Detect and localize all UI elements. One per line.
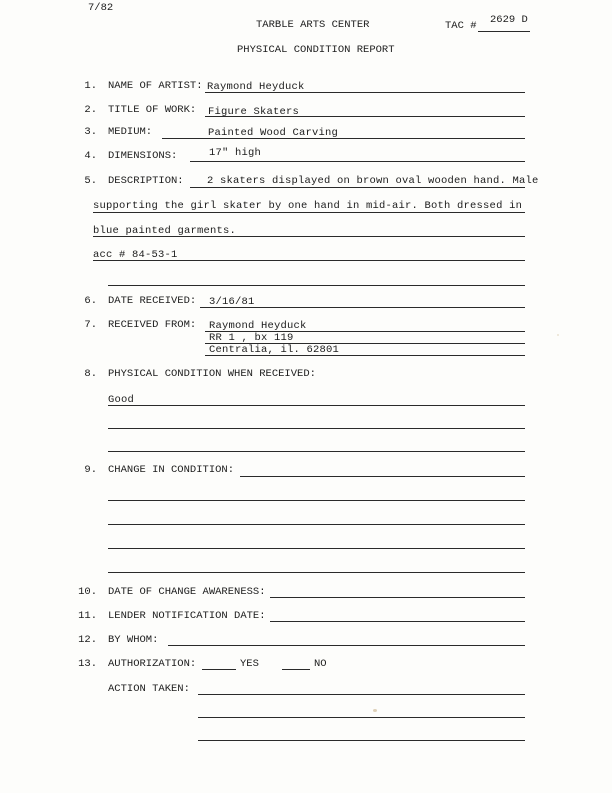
change-condition-label: CHANGE IN CONDITION:	[108, 464, 235, 476]
title-underline	[205, 116, 525, 117]
description-line-1[interactable]: 2 skaters displayed on brown oval wooden hand. Male	[207, 175, 539, 187]
field-number: 3.	[84, 126, 97, 138]
received-from-line-1[interactable]: Raymond Heyduck	[209, 320, 307, 332]
field-number: 10.	[78, 586, 97, 598]
action-underline-2[interactable]	[198, 717, 525, 718]
description-underline-5	[108, 285, 525, 286]
field-number: 11.	[78, 610, 97, 622]
condition-underline-2	[108, 428, 525, 429]
action-taken-label: ACTION TAKEN:	[108, 683, 190, 695]
yes-blank[interactable]	[202, 669, 236, 670]
artist-underline	[205, 92, 525, 93]
date-change-label: DATE OF CHANGE AWARENESS:	[108, 586, 266, 598]
report-title: PHYSICAL CONDITION REPORT	[237, 44, 395, 56]
artist-label: NAME OF ARTIST:	[108, 80, 203, 92]
action-underline-1[interactable]	[198, 694, 525, 695]
received-from-line-2[interactable]: RR 1 , bx 119	[209, 332, 294, 344]
description-underline-1	[190, 187, 525, 188]
dimensions-label: DIMENSIONS:	[108, 150, 178, 162]
condition-received-label: PHYSICAL CONDITION WHEN RECEIVED:	[108, 368, 316, 380]
field-number: 5.	[84, 175, 97, 187]
field-number: 8.	[84, 368, 97, 380]
change-underline-1	[240, 476, 525, 477]
description-label: DESCRIPTION:	[108, 175, 184, 187]
field-number: 6.	[84, 295, 97, 307]
date-received-label: DATE RECEIVED:	[108, 295, 197, 307]
paper-smudge	[373, 709, 377, 712]
no-blank[interactable]	[282, 669, 310, 670]
condition-underline-3	[108, 451, 525, 452]
authorization-label: AUTHORIZATION:	[108, 658, 197, 670]
artist-value[interactable]: Raymond Heyduck	[207, 81, 305, 93]
medium-value[interactable]: Painted Wood Carving	[208, 127, 339, 139]
field-number: 13.	[78, 658, 97, 670]
field-number: 9.	[84, 464, 97, 476]
no-option: NO	[314, 658, 327, 670]
title-value[interactable]: Figure Skaters	[208, 106, 300, 118]
change-underline-5	[108, 572, 525, 573]
change-underline-4	[108, 548, 525, 549]
field-number: 12.	[78, 634, 97, 646]
received-from-line-3[interactable]: Centralia, il. 62801	[209, 344, 340, 356]
accession-number[interactable]: acc # 84-53-1	[93, 249, 178, 261]
change-underline-2	[108, 500, 525, 501]
org-name: TARBLE ARTS CENTER	[256, 19, 370, 31]
tac-label: TAC #	[445, 20, 477, 32]
date-note: 7/82	[88, 2, 114, 14]
paper-speck	[557, 334, 559, 336]
date-change-underline[interactable]	[270, 597, 525, 598]
change-underline-3	[108, 524, 525, 525]
yes-option: YES	[240, 658, 259, 670]
date-received-value[interactable]: 3/16/81	[209, 296, 255, 308]
field-number: 1.	[84, 80, 97, 92]
field-number: 4.	[84, 150, 97, 162]
dimensions-value[interactable]: 17" high	[209, 147, 262, 159]
medium-label: MEDIUM:	[108, 126, 153, 138]
field-number: 7.	[84, 319, 97, 331]
dimensions-underline	[190, 161, 525, 162]
tac-number[interactable]: 2629 D	[490, 14, 528, 26]
by-whom-label: BY WHOM:	[108, 634, 159, 646]
description-line-2[interactable]: supporting the girl skater by one hand in mid-air. Both dressed in	[93, 200, 523, 212]
lender-notification-underline[interactable]	[270, 621, 525, 622]
lender-notification-label: LENDER NOTIFICATION DATE:	[108, 610, 266, 622]
date-received-underline	[200, 307, 525, 308]
field-number: 2.	[84, 104, 97, 116]
description-underline-4	[93, 260, 525, 261]
condition-underline-1	[108, 405, 525, 406]
description-underline-2	[93, 212, 525, 213]
action-underline-3[interactable]	[198, 740, 525, 741]
received-from-underline-3	[205, 355, 525, 356]
title-label: TITLE OF WORK:	[108, 104, 197, 116]
description-underline-3	[93, 236, 525, 237]
condition-received-value[interactable]: Good	[108, 394, 135, 406]
description-line-3[interactable]: blue painted garments.	[93, 225, 237, 237]
by-whom-underline[interactable]	[168, 645, 525, 646]
tac-underline	[478, 31, 530, 32]
received-from-label: RECEIVED FROM:	[108, 319, 197, 331]
medium-underline	[162, 138, 525, 139]
